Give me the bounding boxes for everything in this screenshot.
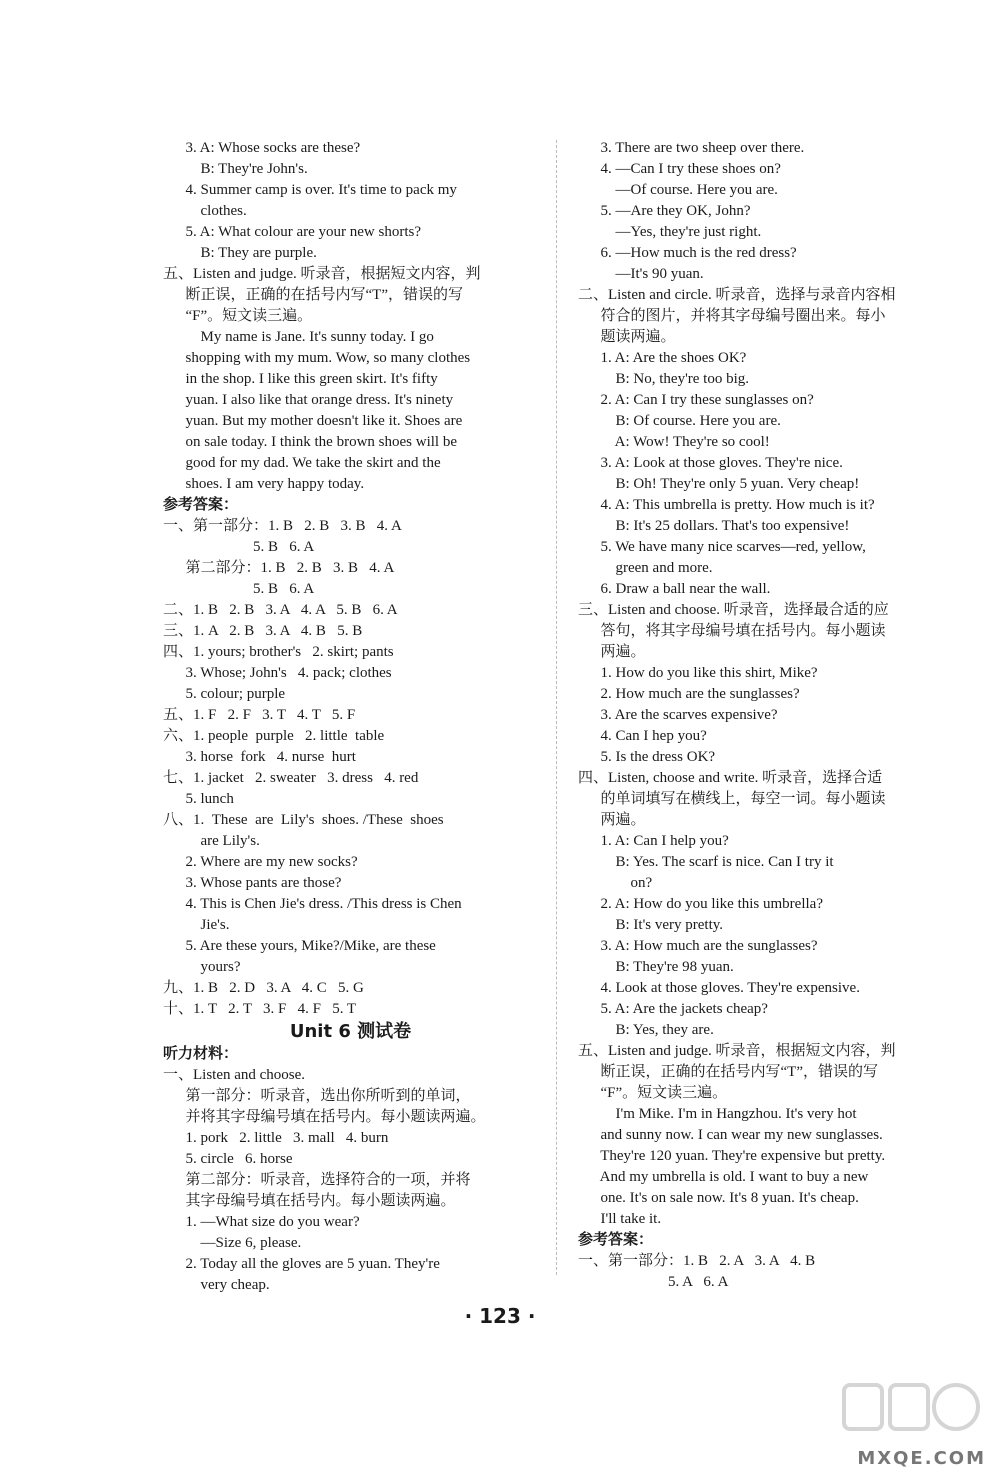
text-line: 5. B 6. A: [163, 581, 315, 597]
text-line: 5. A: Are the jackets cheap?: [578, 1001, 768, 1017]
text-line: 四、Listen, choose and write. 听录音，选择合适: [578, 770, 883, 786]
text-line: 6. —How much is the red dress?: [578, 245, 797, 261]
text-line: 二、Listen and circle. 听录音，选择与录音内容相: [578, 287, 896, 303]
text-line: B: They're 98 yuan.: [578, 959, 734, 975]
text-line: 五、1. F 2. F 3. T 4. T 5. F: [163, 707, 356, 723]
text-line: 5. Is the dress OK?: [578, 749, 716, 765]
text-line: 三、Listen and choose. 听录音，选择最合适的应: [578, 602, 889, 618]
text-line: “F”。短文读三遍。: [578, 1085, 728, 1101]
text-line: 四、1. yours; brother's 2. skirt; pants: [163, 644, 394, 660]
text-line: 两遍。: [578, 644, 646, 660]
text-line: B: It's very pretty.: [578, 917, 724, 933]
right-lines: [578, 138, 953, 1293]
text-line: I'll take it.: [578, 1211, 662, 1227]
text-line: 断正误，正确的在括号内写“T”，错误的写: [578, 1064, 878, 1080]
text-line: Jie's.: [163, 917, 230, 933]
text-line: 4. —Can I try these shoes on?: [578, 161, 781, 177]
watermark-text: MXQE.COM: [857, 1448, 986, 1469]
text-line: 九、1. B 2. D 3. A 4. C 5. G: [163, 980, 364, 996]
text-line: in the shop. I like this green skirt. It's fifty: [163, 371, 438, 387]
text-line: 5. —Are they OK, John?: [578, 203, 751, 219]
text-line: shopping with my mum. Wow, so many clothes: [163, 350, 471, 366]
text-line: 八、1. These are Lily's shoes. /These shoes: [163, 812, 444, 828]
text-line: yours?: [163, 959, 241, 975]
text-line: 5. B 6. A: [163, 539, 315, 555]
text-line: on sale today. I think the brown shoes will be: [163, 434, 457, 450]
text-line: 一、第一部分：1. B 2. B 3. B 4. A: [163, 518, 402, 534]
column-divider: [556, 140, 557, 1275]
text-line: 5. lunch: [163, 791, 234, 807]
text-line: 1. How do you like this shirt, Mike?: [578, 665, 818, 681]
text-line: B: Oh! They're only 5 yuan. Very cheap!: [578, 476, 860, 492]
text-line: are Lily's.: [163, 833, 260, 849]
text-line: and sunny now. I can wear my new sunglasses.: [578, 1127, 883, 1143]
text-line: very cheap.: [163, 1277, 270, 1293]
text-line: 2. A: Can I try these sunglasses on?: [578, 392, 814, 408]
text-line: 3. A: Look at those gloves. They're nice.: [578, 455, 843, 471]
text-line: 5. circle 6. horse: [163, 1151, 293, 1167]
left-lines-after: [163, 1044, 538, 1296]
text-line: 3. A: How much are the sunglasses?: [578, 938, 818, 954]
text-line: 5. A 6. A: [578, 1274, 729, 1290]
text-line: 一、Listen and choose.: [163, 1067, 306, 1083]
left-lines: [163, 138, 538, 1020]
text-line: 符合的图片，并将其字母编号圈出来。每小: [578, 308, 886, 324]
text-line: “F”。短文读三遍。: [163, 308, 313, 324]
text-line: 3. Are the scarves expensive?: [578, 707, 778, 723]
text-line: 3. Whose pants are those?: [163, 875, 342, 891]
text-line: 4. This is Chen Jie's dress. /This dress is Chen: [163, 896, 462, 912]
text-line: 2. Where are my new socks?: [163, 854, 358, 870]
text-line: 4. Summer camp is over. It's time to pack my: [163, 182, 457, 198]
text-line: one. It's on sale now. It's 8 yuan. It's cheap.: [578, 1190, 859, 1206]
text-line: 5. A: What colour are your new shorts?: [163, 224, 421, 240]
text-line: 2. Today all the gloves are 5 yuan. They're: [163, 1256, 440, 1272]
text-line: 5. We have many nice scarves—red, yellow,: [578, 539, 866, 555]
text-line: 3. Whose; John's 4. pack; clothes: [163, 665, 392, 681]
text-line: —Of course. Here you are.: [578, 182, 778, 198]
text-line: 2. How much are the sunglasses?: [578, 686, 800, 702]
text-line: 4. Can I hep you?: [578, 728, 707, 744]
text-line: And my umbrella is old. I want to buy a new: [578, 1169, 869, 1185]
text-line: 6. Draw a ball near the wall.: [578, 581, 771, 597]
text-line: clothes.: [163, 203, 247, 219]
text-line: 参考答案：: [578, 1232, 654, 1248]
text-line: I'm Mike. I'm in Hangzhou. It's very hot: [578, 1106, 857, 1122]
text-line: 第一部分：听录音，选出你所听到的单词，: [163, 1088, 471, 1104]
text-line: green and more.: [578, 560, 713, 576]
text-line: B: They are purple.: [163, 245, 317, 261]
text-line: 并将其字母编号填在括号内。每小题读两遍。: [163, 1109, 486, 1125]
text-line: 第二部分：听录音，选择符合的一项，并将: [163, 1172, 471, 1188]
text-line: B: No, they're too big.: [578, 371, 750, 387]
text-line: 二、1. B 2. B 3. A 4. A 5. B 6. A: [163, 602, 398, 618]
text-line: 答句，将其字母编号填在括号内。每小题读: [578, 623, 886, 639]
text-line: 1. A: Can I help you?: [578, 833, 729, 849]
text-line: 5. Are these yours, Mike?/Mike, are these: [163, 938, 436, 954]
text-line: yuan. But my mother doesn't like it. Shoes are: [163, 413, 463, 429]
text-line: 三、1. A 2. B 3. A 4. B 5. B: [163, 623, 363, 639]
text-line: 七、1. jacket 2. sweater 3. dress 4. red: [163, 770, 419, 786]
text-line: B: It's 25 dollars. That's too expensive!: [578, 518, 850, 534]
text-line: B: Yes. The scarf is nice. Can I try it: [578, 854, 834, 870]
text-line: 4. Look at those gloves. They're expensive.: [578, 980, 860, 996]
right-column: [578, 138, 953, 1293]
text-line: 3. A: Whose socks are these?: [163, 140, 361, 156]
page-number: · 123 ·: [464, 1304, 536, 1328]
text-line: —Yes, they're just right.: [578, 224, 762, 240]
left-column: [163, 138, 538, 1296]
text-line: 1. pork 2. little 3. mall 4. burn: [163, 1130, 389, 1146]
text-line: 一、第一部分：1. B 2. A 3. A 4. B: [578, 1253, 816, 1269]
text-line: B: Of course. Here you are.: [578, 413, 781, 429]
text-line: 两遍。: [578, 812, 646, 828]
text-line: on?: [578, 875, 653, 891]
text-line: 4. A: This umbrella is pretty. How much is it?: [578, 497, 875, 513]
text-line: 其字母编号填在括号内。每小题读两遍。: [163, 1193, 456, 1209]
text-line: —Size 6, please.: [163, 1235, 302, 1251]
text-line: good for my dad. We take the skirt and the: [163, 455, 441, 471]
text-line: yuan. I also like that orange dress. It's ninety: [163, 392, 454, 408]
text-line: My name is Jane. It's sunny today. I go: [163, 329, 434, 345]
text-line: 十、1. T 2. T 3. F 4. F 5. T: [163, 1001, 357, 1017]
text-line: 六、1. people purple 2. little table: [163, 728, 385, 744]
text-line: shoes. I am very happy today.: [163, 476, 365, 492]
text-line: 五、Listen and judge. 听录音，根据短文内容，判: [163, 266, 481, 282]
text-line: 的单词填写在横线上，每空一词。每小题读: [578, 791, 886, 807]
text-line: 1. A: Are the shoes OK?: [578, 350, 747, 366]
text-line: 3. There are two sheep over there.: [578, 140, 805, 156]
text-line: 第二部分：1. B 2. B 3. B 4. A: [163, 560, 395, 576]
text-line: B: Yes, they are.: [578, 1022, 714, 1038]
text-line: 听力材料：: [163, 1046, 239, 1062]
text-line: They're 120 yuan. They're expensive but pretty.: [578, 1148, 886, 1164]
text-line: 5. colour; purple: [163, 686, 286, 702]
text-line: 2. A: How do you like this umbrella?: [578, 896, 823, 912]
text-line: A: Wow! They're so cool!: [578, 434, 770, 450]
text-line: 五、Listen and judge. 听录音，根据短文内容，判: [578, 1043, 896, 1059]
text-line: 参考答案：: [163, 497, 239, 513]
text-line: —It's 90 yuan.: [578, 266, 704, 282]
unit-title: Unit 6 测试卷: [289, 1021, 412, 1042]
text-line: B: They're John's.: [163, 161, 308, 177]
text-line: 1. —What size do you wear?: [163, 1214, 360, 1230]
text-line: 断正误，正确的在括号内写“T”，错误的写: [163, 287, 463, 303]
text-line: 题读两遍。: [578, 329, 676, 345]
text-line: 3. horse fork 4. nurse hurt: [163, 749, 356, 765]
